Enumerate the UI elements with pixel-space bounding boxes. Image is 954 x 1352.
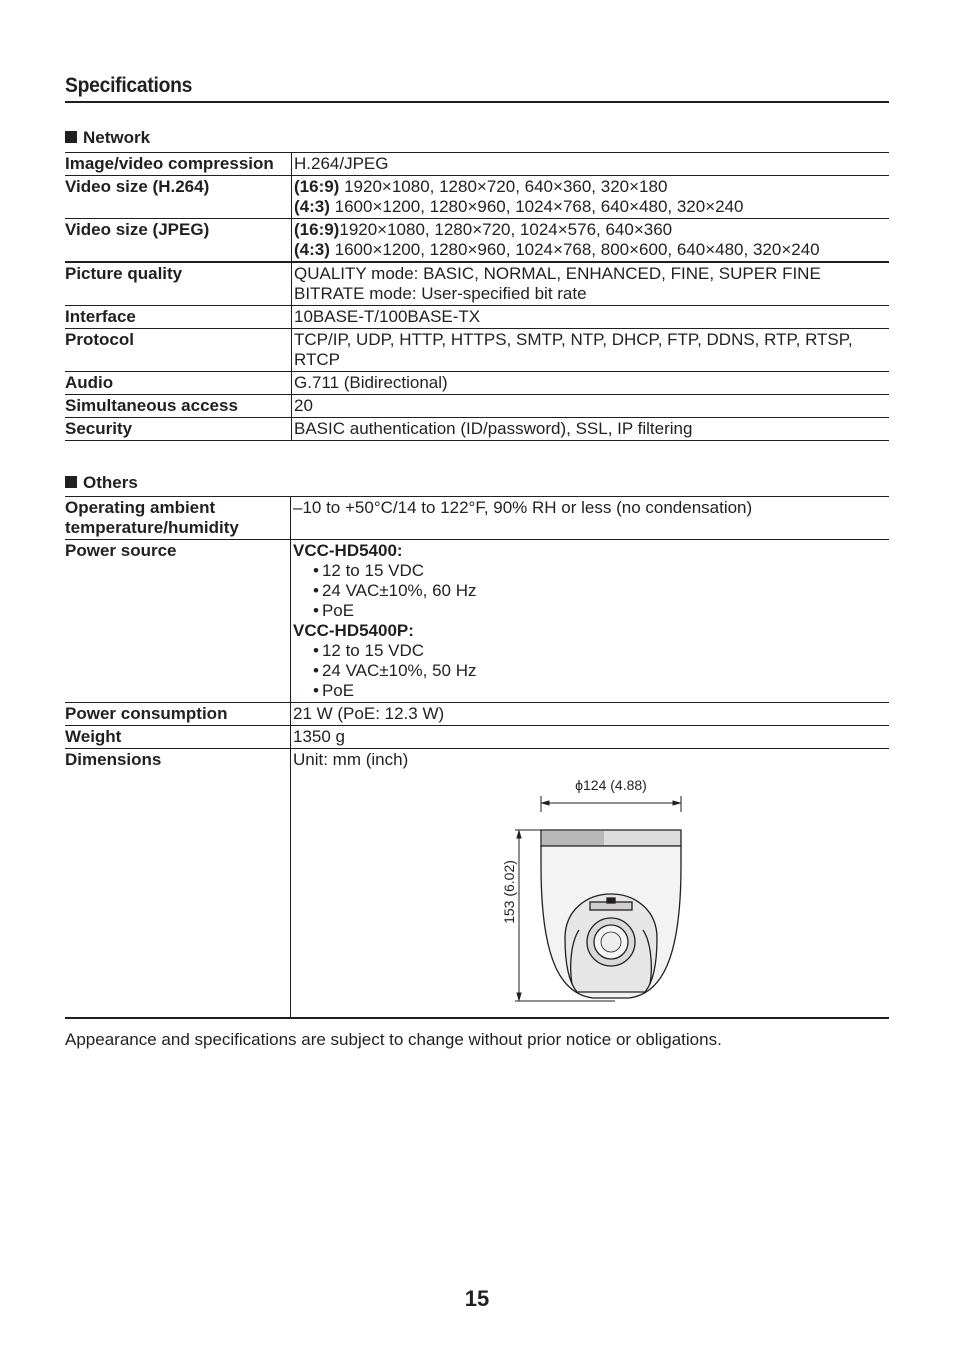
row-value bbox=[292, 176, 890, 219]
footnote: Appearance and specifications are subject to change without prior notice or obligations. bbox=[65, 1030, 722, 1049]
table-row bbox=[65, 703, 889, 726]
network-table bbox=[65, 152, 889, 441]
row-value bbox=[291, 749, 890, 1019]
model-name: VCC-HD5400: bbox=[293, 541, 403, 560]
table-row bbox=[65, 306, 889, 329]
list-item: • 24 VAC±10%, 50 Hz bbox=[293, 661, 889, 681]
camera-outline bbox=[541, 830, 681, 998]
row-value: 1350 g bbox=[291, 726, 890, 749]
list-item: • 12 to 15 VDC bbox=[293, 561, 889, 581]
size-list: 1920×1080, 1280×720, 640×360, 320×180 bbox=[339, 177, 668, 196]
row-value: TCP/IP, UDP, HTTP, HTTPS, SMTP, NTP, DHCP, FTP, DDNS, RTP, RTSP, RTCP bbox=[292, 329, 890, 372]
aspect-tag: (16:9) bbox=[294, 220, 340, 239]
network-heading bbox=[65, 128, 150, 148]
row-value: 21 W (PoE: 12.3 W) bbox=[291, 703, 890, 726]
row-label: Dimensions bbox=[65, 749, 291, 1019]
bitrate-mode: BITRATE mode: User-specified bit rate bbox=[294, 284, 587, 303]
table-row bbox=[65, 329, 889, 372]
network-heading-text: Network bbox=[83, 128, 151, 147]
aspect-tag: (4:3) bbox=[294, 240, 330, 259]
row-label: Audio bbox=[65, 372, 292, 395]
list-item: • 24 VAC±10%, 60 Hz bbox=[293, 581, 889, 601]
row-label: Video size (JPEG) bbox=[65, 219, 292, 263]
table-row bbox=[65, 372, 889, 395]
row-label: Weight bbox=[65, 726, 291, 749]
square-bullet-icon bbox=[65, 476, 77, 488]
row-value: –10 to +50°C/14 to 122°F, 90% RH or less (no condensation) bbox=[291, 497, 890, 540]
others-heading-text: Others bbox=[83, 473, 138, 492]
table-row bbox=[65, 219, 889, 263]
aspect-tag: (16:9) bbox=[294, 177, 340, 196]
row-value: G.711 (Bidirectional) bbox=[292, 372, 890, 395]
row-label-line: temperature/humidity bbox=[65, 518, 239, 537]
quality-mode: QUALITY mode: BASIC, NORMAL, ENHANCED, FINE, SUPER FINE bbox=[294, 264, 821, 283]
height-label: 153 (6.02) bbox=[501, 860, 517, 924]
diameter-label: ϕ124 (4.88) bbox=[575, 777, 647, 793]
row-label: Interface bbox=[65, 306, 292, 329]
table-row bbox=[65, 395, 889, 418]
model-name: VCC-HD5400P: bbox=[293, 621, 414, 640]
table-row bbox=[65, 262, 889, 306]
others-heading bbox=[65, 473, 138, 493]
table-row bbox=[65, 176, 889, 219]
others-table bbox=[65, 496, 889, 1019]
table-row bbox=[65, 726, 889, 749]
aspect-tag: (4:3) bbox=[294, 197, 330, 216]
size-list: 1600×1200, 1280×960, 1024×768, 640×480, 320×240 bbox=[329, 197, 744, 216]
dimension-unit: Unit: mm (inch) bbox=[293, 750, 409, 769]
row-label: Picture quality bbox=[65, 262, 292, 306]
list-item: • PoE bbox=[293, 681, 889, 701]
table-row bbox=[65, 153, 889, 176]
row-label: Image/video compression bbox=[65, 153, 292, 176]
row-label: Protocol bbox=[65, 329, 292, 372]
size-list: 1600×1200, 1280×960, 1024×768, 800×600, 640×480, 320×240 bbox=[329, 240, 820, 259]
row-value: 10BASE-T/100BASE-TX bbox=[292, 306, 890, 329]
table-row bbox=[65, 497, 889, 540]
row-value bbox=[292, 219, 890, 263]
row-label: Power consumption bbox=[65, 703, 291, 726]
camera-dimension-drawing bbox=[293, 770, 889, 1014]
square-bullet-icon bbox=[65, 131, 77, 143]
page-title: Specifications bbox=[65, 74, 193, 97]
row-value: 20 bbox=[292, 395, 890, 418]
row-label: Simultaneous access bbox=[65, 395, 292, 418]
list-item: • PoE bbox=[293, 601, 889, 621]
list-item: • 12 to 15 VDC bbox=[293, 641, 889, 661]
row-label: Security bbox=[65, 418, 292, 441]
row-label-line: Operating ambient bbox=[65, 498, 216, 517]
table-row bbox=[65, 749, 889, 1019]
row-value: H.264/JPEG bbox=[292, 153, 890, 176]
row-label: Video size (H.264) bbox=[65, 176, 292, 219]
row-label bbox=[65, 497, 291, 540]
row-label: Power source bbox=[65, 540, 291, 703]
table-row bbox=[65, 540, 889, 703]
row-value: BASIC authentication (ID/password), SSL, IP filtering bbox=[292, 418, 890, 441]
table-row bbox=[65, 418, 889, 441]
row-value bbox=[292, 262, 890, 306]
page-number: 15 bbox=[464, 1286, 490, 1311]
row-value bbox=[291, 540, 890, 703]
size-list: 1920×1080, 1280×720, 1024×576, 640×360 bbox=[339, 220, 673, 239]
title-rule bbox=[65, 101, 889, 103]
